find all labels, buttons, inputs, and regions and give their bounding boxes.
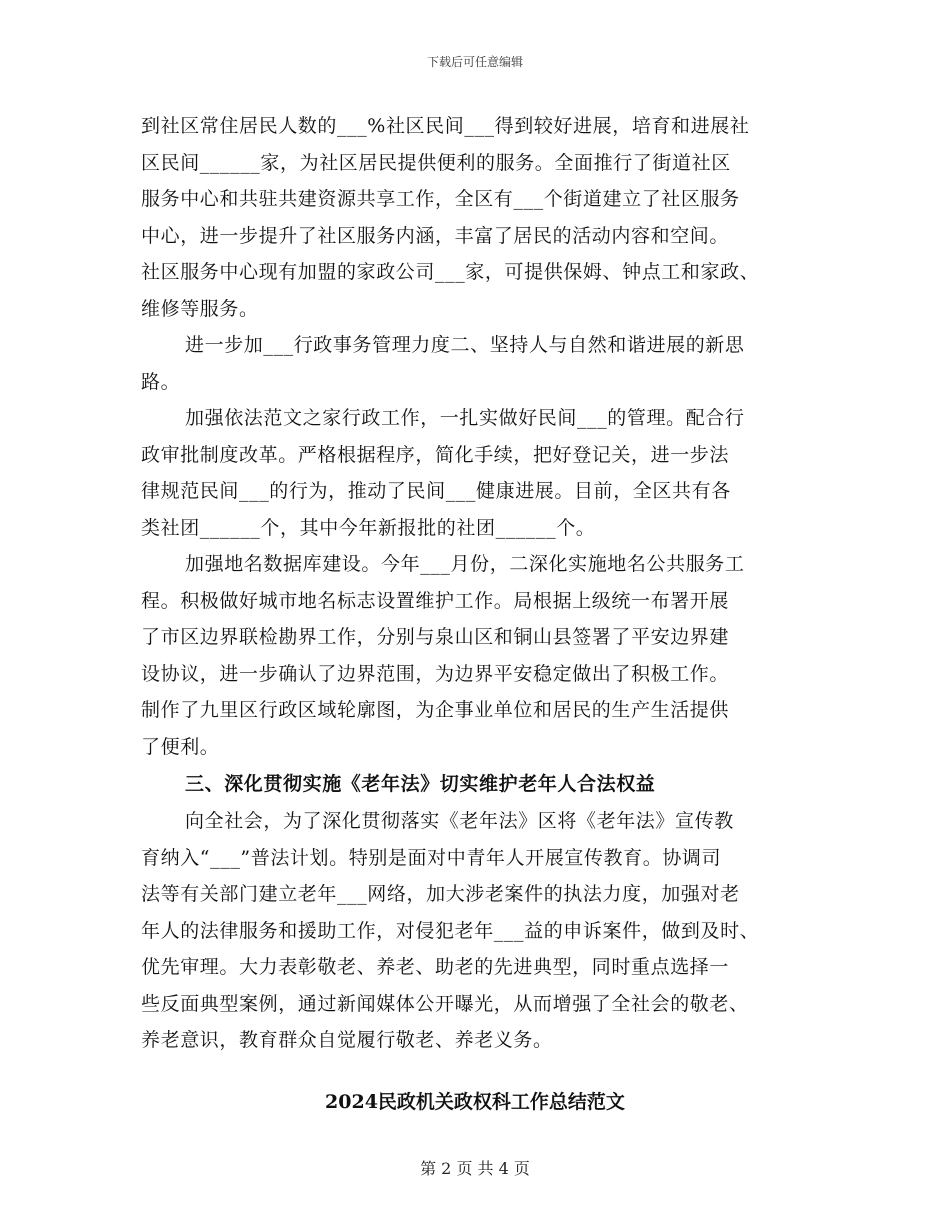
paragraph-line: 社区服务中心现有加盟的家政公司___家，可提供保姆、钟点工和家政、 bbox=[141, 261, 760, 283]
paragraph-line: 法等有关部门建立老年___网络，加大涉老案件的执法力度，加强对老 bbox=[141, 883, 740, 905]
paragraph-line: 类社团______个，其中今年新报批的社团______个。 bbox=[141, 516, 596, 539]
paragraph-line: 中心，进一步提升了社区服务内涵，丰富了居民的活动内容和空间。 bbox=[141, 224, 730, 247]
paragraph-line: 律规范民间___的行为，推动了民间___健康进展。目前，全区共有各 bbox=[141, 480, 731, 502]
paragraph-line: 些反面典型案例，通过新闻媒体公开曝光，从而增强了全社会的敬老、 bbox=[141, 992, 749, 1015]
paragraph-line: 进一步加___行政事务管理力度二、坚持人与自然和谐进展的新思 bbox=[185, 334, 745, 356]
paragraph-line: 了便利。 bbox=[141, 735, 220, 758]
paragraph-line: 路。 bbox=[141, 370, 181, 393]
paragraph-line: 育纳入“___”普法计划。特别是面对中青年人开展宣传教育。协调司 bbox=[141, 846, 722, 869]
paragraph-line: 到社区常住居民人数的___%社区民间___得到较好进展，培育和进展社 bbox=[141, 115, 750, 137]
page-number: 第 2 页 共 4 页 bbox=[420, 1159, 530, 1178]
paragraph-line: 程。积极做好城市地名标志设置维护工作。局根据上级统一布署开展 bbox=[141, 589, 730, 612]
paragraph-line: 政审批制度改革。严格根据程序，简化手续，把好登记关，进一步法 bbox=[141, 443, 730, 466]
paragraph-line: 年人的法律服务和援助工作，对侵犯老年___益的申诉案件，做到及时、 bbox=[141, 919, 760, 942]
paragraph-line: 向全社会，为了深化贯彻落实《老年法》区将《老年法》宣传教 bbox=[185, 810, 734, 832]
paragraph-line: 设协议，进一步确认了边界范围，为边界平安稳定做出了积极工作。 bbox=[141, 662, 730, 685]
section-heading: 三、深化贯彻实施《老年法》切实维护老年人合法权益 bbox=[185, 773, 656, 795]
paragraph-line: 区民间______家，为社区居民提供便利的服务。全面推行了街道社区 bbox=[141, 151, 731, 174]
paragraph-line: 服务中心和共驻共建资源共享工作，全区有___个街道建立了社区服务 bbox=[141, 188, 740, 210]
page-header: 下载后可任意编辑 bbox=[426, 55, 523, 69]
paragraph-line: 加强依法范文之家行政工作，一扎实做好民间___的管理。配合行 bbox=[185, 407, 745, 429]
paragraph-line: 优先审理。大力表彰敬老、养老、助老的先进典型，同时重点选择一 bbox=[141, 956, 730, 978]
paragraph-line: 养老意识，教育群众自觉履行敬老、养老义务。 bbox=[141, 1029, 553, 1051]
document-body bbox=[141, 108, 831, 1059]
paragraph-line: 了市区边界联检勘界工作，分别与泉山区和铜山县签署了平安边界建 bbox=[141, 626, 730, 648]
paragraph-line: 加强地名数据库建设。今年___月份，二深化实施地名公共服务工 bbox=[185, 553, 745, 575]
document-title: 2024民政机关政权科工作总结范文 bbox=[325, 1091, 625, 1113]
paragraph-line: 制作了九里区行政区域轮廓图，为企事业单位和居民的生产生活提供 bbox=[141, 699, 730, 721]
paragraph-line: 维修等服务。 bbox=[141, 297, 259, 320]
